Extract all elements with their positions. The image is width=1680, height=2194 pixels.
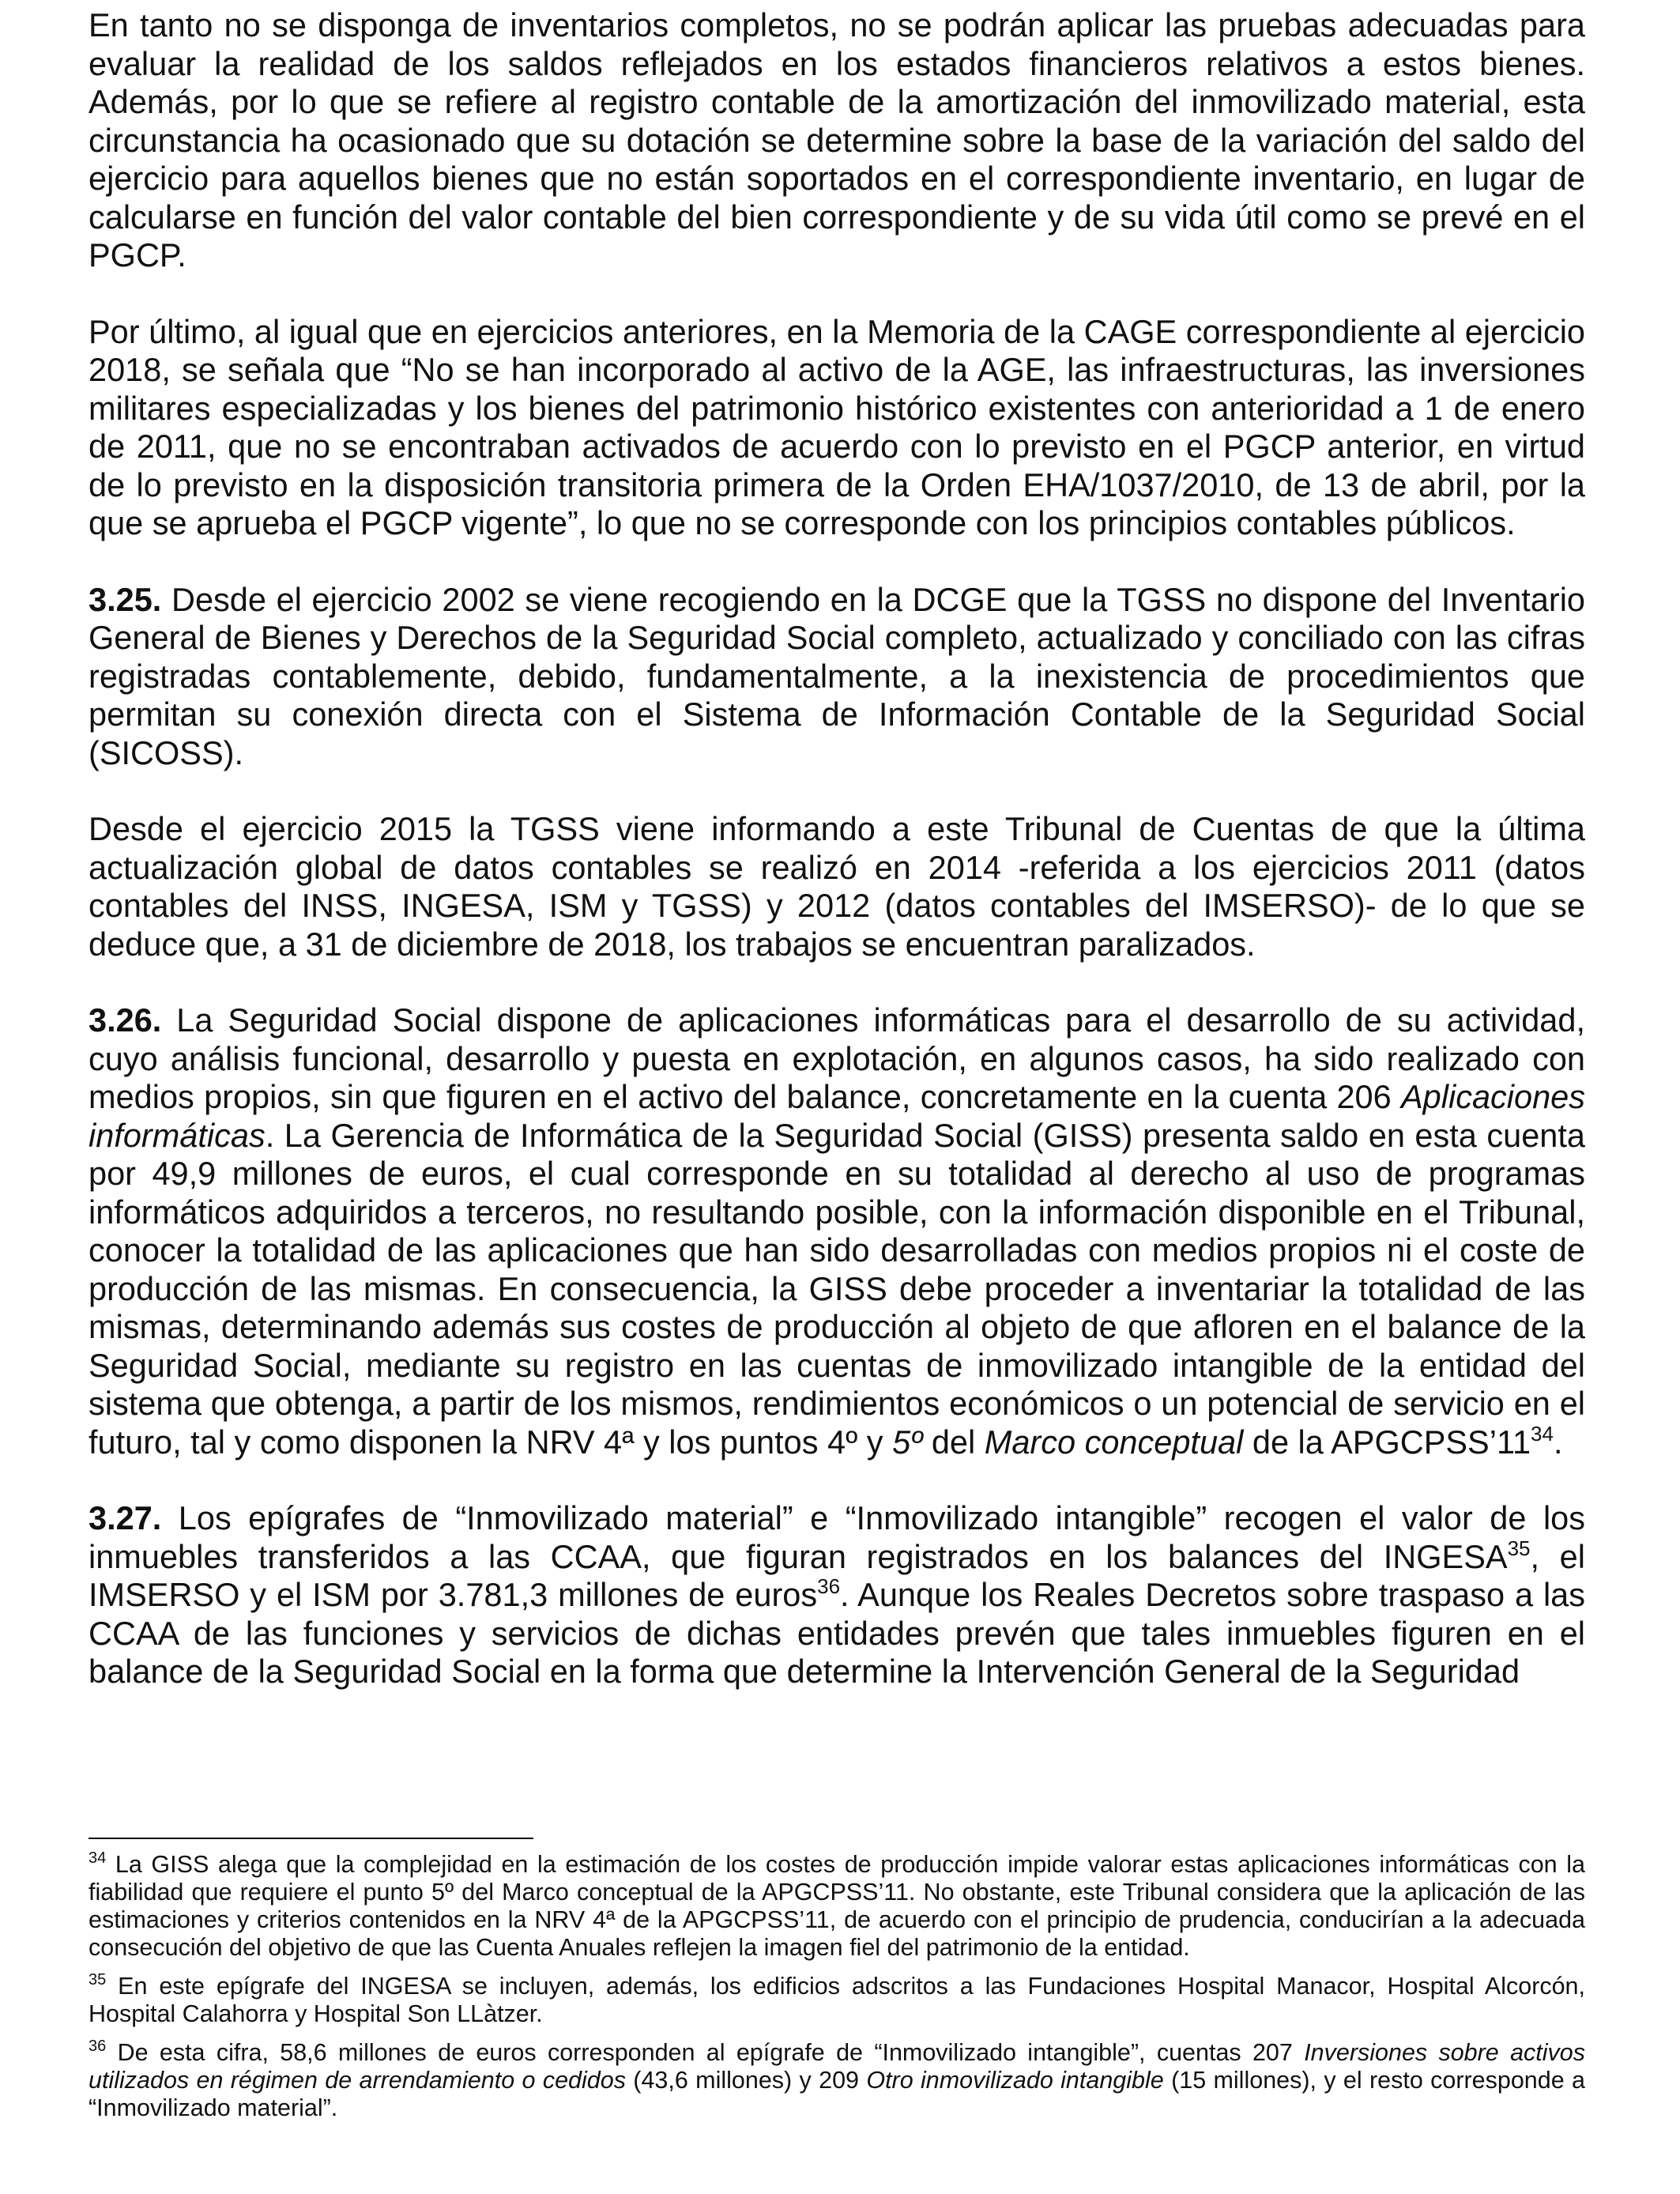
section-number: 3.25.	[89, 580, 162, 618]
footnote-text: De esta cifra, 58,6 millones de euros corresponden al epígrafe de “Inmovilizado intangible”, cuentas 207	[106, 2039, 1305, 2066]
paragraph-text: . Aunque los Reales Decretos sobre traspaso a las CCAA de las funciones y servicios de dichas entidades prevén que tales inmuebles figuren en el balance de la Seguridad Social en la forma que determine la Intervención General de la Seguridad	[89, 1576, 1585, 1690]
italic-text: Marco conceptual	[984, 1423, 1244, 1461]
footnote-36	[89, 2039, 1585, 2122]
italic-text: 5º	[892, 1423, 923, 1461]
footnote-number: 36	[89, 2038, 107, 2055]
paragraph-text: Por último, al igual que en ejercicios anteriores, en la Memoria de la CAGE correspondiente al ejercicio 2018, se señala que “No se han incorporado al activo de la AGE, las infraestructuras, las inversiones militares especializadas y los bienes del patrimonio histórico existentes con anterioridad a 1 de enero de 2011, que no se encontraban activados de acuerdo con lo previsto en el PGCP anterior, en virtud de lo previsto en la disposición transitoria primera de la Orden EHA/1037/2010, de 13 de abril, por la que se aprueba el PGCP vigente”, lo que no se corresponde con los principios contables públicos.	[89, 312, 1585, 541]
italic-account-name: Aplicaciones informáticas	[89, 1078, 1585, 1154]
footnote-text: (15 millones), y el resto corresponde a “Inmovilizado material”.	[89, 2067, 1585, 2121]
footnote-number: 34	[89, 1849, 107, 1867]
paragraph-text: . La Gerencia de Informática de la Seguridad Social (GISS) presenta saldo en esta cuenta por 49,9 millones de euros, el cual corresponde en su totalidad al derecho al uso de programas informáticos adquiridos a terceros, no resultando posible, con la información disponible en el Tribunal, conocer la totalidad de las aplicaciones que han sido desarrolladas con medios propios ni el coste de producción de las mismas. En consecuencia, la GISS debe proceder a inventariar la totalidad de las mismas, determinando además sus costes de producción al objeto de que afloren en el balance de la Seguridad Social, mediante su registro en las cuentas de inmovilizado intangible de la entidad del sistema que obtenga, a partir de los mismos, rendimientos económicos o un potencial de servicio en el futuro, tal y como disponen la NRV 4ª y los puntos 4º y	[89, 1116, 1585, 1461]
footnotes	[89, 1851, 1585, 2133]
footnote-ref-35[interactable]: 35	[1507, 1536, 1531, 1560]
footnote-number: 35	[89, 1971, 107, 1989]
paragraph-text: La Seguridad Social dispone de aplicaciones informáticas para el desarrollo de su actividad, cuyo análisis funcional, desarrollo y puesta en explotación, en algunos casos, ha sido realizado con medios propios, sin que figuren en el activo del balance, concretamente en la cuenta 206	[89, 1001, 1585, 1115]
paragraph-3-27	[89, 1499, 1585, 1691]
body-text	[89, 6, 1585, 1691]
paragraph-text: Desde el ejercicio 2002 se viene recogiendo en la DCGE que la TGSS no dispone del Inventario General de Bienes y Derechos de la Seguridad Social completo, actualizado y conciliado con las cifras registradas contablemente, debido, fundamentalmente, a la inexistencia de procedimientos que permitan su conexión directa con el Sistema de Información Contable de la Seguridad Social (SICOSS).	[89, 580, 1585, 771]
paragraph-tgss-actualizacion	[89, 810, 1585, 963]
paragraph-text: , el IMSERSO y el ISM por 3.781,3 millones de euros	[89, 1537, 1585, 1613]
paragraph-text: Desde el ejercicio 2015 la TGSS viene informando a este Tribunal de Cuentas de que la última actualización global de datos contables se realizó en 2014 -referida a los ejercicios 2011 (datos contables del INSS, INGESA, ISM y TGSS) y 2012 (datos contables del IMSERSO)- de lo que se deduce que, a 31 de diciembre de 2018, los trabajos se encuentran paralizados.	[89, 810, 1585, 963]
paragraph-3-26	[89, 1001, 1585, 1461]
italic-account-name: Inversiones sobre activos utilizados en régimen de arrendamiento o cedidos	[89, 2039, 1586, 2094]
document-page	[89, 0, 1586, 2121]
paragraph-text: de la APGCPSS’11	[1243, 1423, 1531, 1461]
paragraph-3-25	[89, 581, 1585, 773]
italic-account-name: Otro inmovilizado intangible	[866, 2067, 1164, 2094]
footnote-ref-34[interactable]: 34	[1531, 1421, 1554, 1446]
footnote-separator	[89, 1838, 533, 1839]
paragraph-memoria-cage	[89, 313, 1585, 543]
paragraph-text: .	[1553, 1423, 1563, 1461]
section-number: 3.27.	[89, 1499, 162, 1536]
footnote-35	[89, 1973, 1585, 2028]
footnote-text: La GISS alega que la complejidad en la estimación de los costes de producción impide valorar estas aplicaciones informáticas con la fiabilidad que requiere el punto 5º del Marco conceptual de la APGCPSS’11. No obstante, este Tribunal considera que la aplicación de las estimaciones y criterios contenidos en la NRV 4ª de la APGCPSS’11, de acuerdo con el principio de prudencia, conducirían a la adecuada consecución del objetivo de que las Cuenta Anuales reflejen la imagen fiel del patrimonio de la entidad.	[89, 1851, 1585, 1961]
section-number: 3.26.	[89, 1001, 162, 1039]
paragraph-text: Los epígrafes de “Inmovilizado material” e “Inmovilizado intangible” recogen el valor de los inmuebles transferidos a las CCAA, que figuran registrados en los balances del INGESA	[89, 1499, 1585, 1575]
paragraph-text: del	[922, 1423, 985, 1461]
footnote-text: (43,6 millones) y 209	[625, 2067, 867, 2094]
footnote-ref-36[interactable]: 36	[817, 1574, 841, 1598]
paragraph-inventarios	[89, 6, 1585, 275]
footnote-text: En este epígrafe del INGESA se incluyen, además, los edificios adscritos a las Fundaciones Hospital Manacor, Hospital Alcorcón, Hospital Calahorra y Hospital Son LLàtzer.	[89, 1973, 1585, 2027]
paragraph-text: En tanto no se disponga de inventarios completos, no se podrán aplicar las pruebas adecuadas para evaluar la realidad de los saldos reflejados en los estados financieros relativos a estos bienes. Además, por lo que se refiere al registro contable de la amortización del inmovilizado material, esta circunstancia ha ocasionado que su dotación se determine sobre la base de la variación del saldo del ejercicio para aquellos bienes que no están soportados en el correspondiente inventario, en lugar de calcularse en función del valor contable del bien correspondiente y de su vida útil como se prevé en el PGCP.	[89, 6, 1585, 273]
footnote-34	[89, 1851, 1585, 1962]
